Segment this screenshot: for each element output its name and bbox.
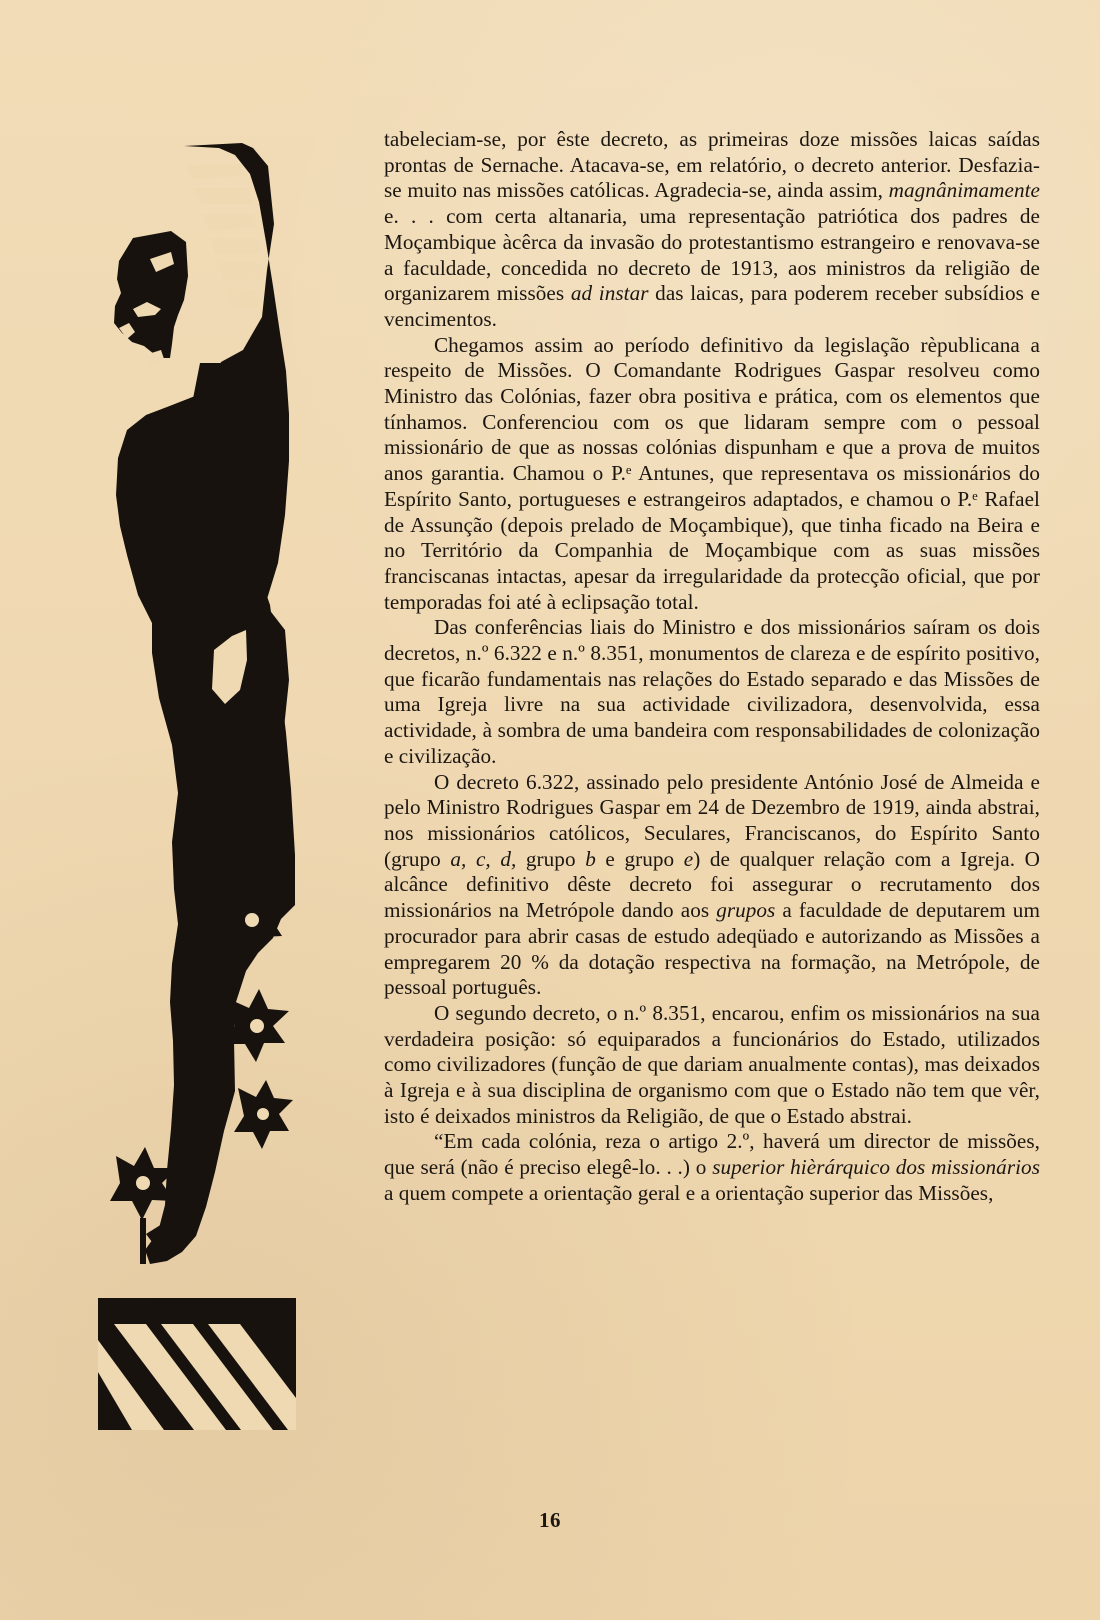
text-segment: O segundo decreto, o n.º 8.351, encarou, enfim os missionários na sua verdadeira posição: só equiparados a funcionários do Estado, utilizados como civilizadores (função de que dariam anualmente contas), mas deixados à Igreja e à sua disciplina de organismo com que o Estado não tem que vêr, isto é deixados ministros da Religião, de que o Estado abstrai. bbox=[384, 1000, 1040, 1128]
text-segment: e grupo bbox=[595, 846, 684, 871]
page-number: 16 bbox=[539, 1508, 561, 1532]
italic-term: b bbox=[585, 846, 596, 871]
text-segment: Chegamos assim ao período definitivo da legislação rèpublicana a respeito de Missões. O Comandante Rodrigues Gaspar resolveu como Ministro das Colónias, fazer obra positiva e prática, com os elementos que tínhamos. Conferenciou com os que lidaram sempre com o pessoal missionário de que as nossas colónias dispunham e que a prova de muitos anos garantia. Chamou o P.ᵉ Antunes, que representava os missionários do Espírito Santo, portugueses e estrangeiros adaptados, e chamou o P.ᵉ Rafael de Assunção (depois prelado de Moçambique), que tinha ficado na Beira e no Território da Companhia de Moçambique com as suas missões franciscanas intactas, apesar da irregularidade da protecção oficial, que por temporadas foi até à eclipsação total. bbox=[384, 332, 1040, 614]
paragraph-2 bbox=[384, 333, 1040, 616]
paragraph-1 bbox=[384, 127, 1040, 333]
paragraph-3 bbox=[384, 615, 1040, 769]
text-segment: tabeleciam-se, por êste decreto, as primeiras doze missões laicas saídas prontas de Sernache. Atacava-se, em relatório, o decreto anterior. Desfazia-se muito nas missões católicas. Agradecia-se, ainda assim, bbox=[384, 127, 1040, 203]
text-segment: “Em cada colónia, reza o artigo 2.º, haverá um director de missões, que será (não é preciso elegê-lo. . .) o bbox=[384, 1129, 1040, 1180]
italic-term: ad instar bbox=[570, 281, 649, 306]
text-segment: a faculdade de deputarem um procurador para abrir casas de estudo adeqüado e autorizando as Missões a empregarem 20 % da dotação respectiva na formação, na Metrópole, de pessoal português. bbox=[384, 898, 1040, 1000]
text-segment: O decreto 6.322, assinado pelo presidente António José de Almeida e pelo Ministro Rodrigues Gaspar em 24 de Dezembro de 1919, ainda abstrai, nos missionários católicos, Seculares, Franciscanos, do Espírito Santo (grupo bbox=[384, 769, 1040, 871]
text-segment: grupo bbox=[516, 846, 586, 871]
italic-term: superior hièrárquico dos missionários bbox=[712, 1155, 1040, 1180]
text-segment: ) de qualquer relação com a Igreja. O alcânce definitivo dêste decreto foi assegurar o recrutamento dos missionários na Metrópole dando aos bbox=[384, 846, 1040, 923]
text-segment: e. . . com certa altanaria, uma representação patriótica dos padres de Moçambique àcêrca da invasão do protestantismo estrangeiro e renovava-se a faculdade, concedida no decreto de 1913, aos ministros da religião de organizarem missões bbox=[384, 204, 1040, 306]
paragraph-4 bbox=[384, 770, 1040, 1001]
text-segment: Das conferências liais do Ministro e dos missionários saíram os dois decretos, n.º 6.322 e n.º 8.351, monumentos de clareza e de espírito positivo, que ficarão fundamentais nas relações do Estado separado e das Missões de uma Igreja livre na sua actividade civilizadora, desenvolvida, essa actividade, à sombra de uma bandeira com responsabilidades de colonização e civilização. bbox=[384, 615, 1040, 768]
italic-term: e bbox=[683, 846, 694, 871]
text-segment: a quem compete a orientação geral e a orientação superior das Missões, bbox=[384, 1180, 994, 1205]
italic-term: magnânimamente bbox=[888, 178, 1040, 203]
italic-term: a, c, d, bbox=[450, 846, 517, 871]
text-segment: das laicas, para poderem receber subsídios e vencimentos. bbox=[384, 281, 1040, 331]
italic-term: grupos bbox=[716, 898, 776, 923]
body-text bbox=[384, 127, 1040, 1207]
paragraph-5 bbox=[384, 1001, 1040, 1130]
carved-figure-woodcut-icon bbox=[98, 130, 298, 1430]
paragraph-6 bbox=[384, 1129, 1040, 1206]
